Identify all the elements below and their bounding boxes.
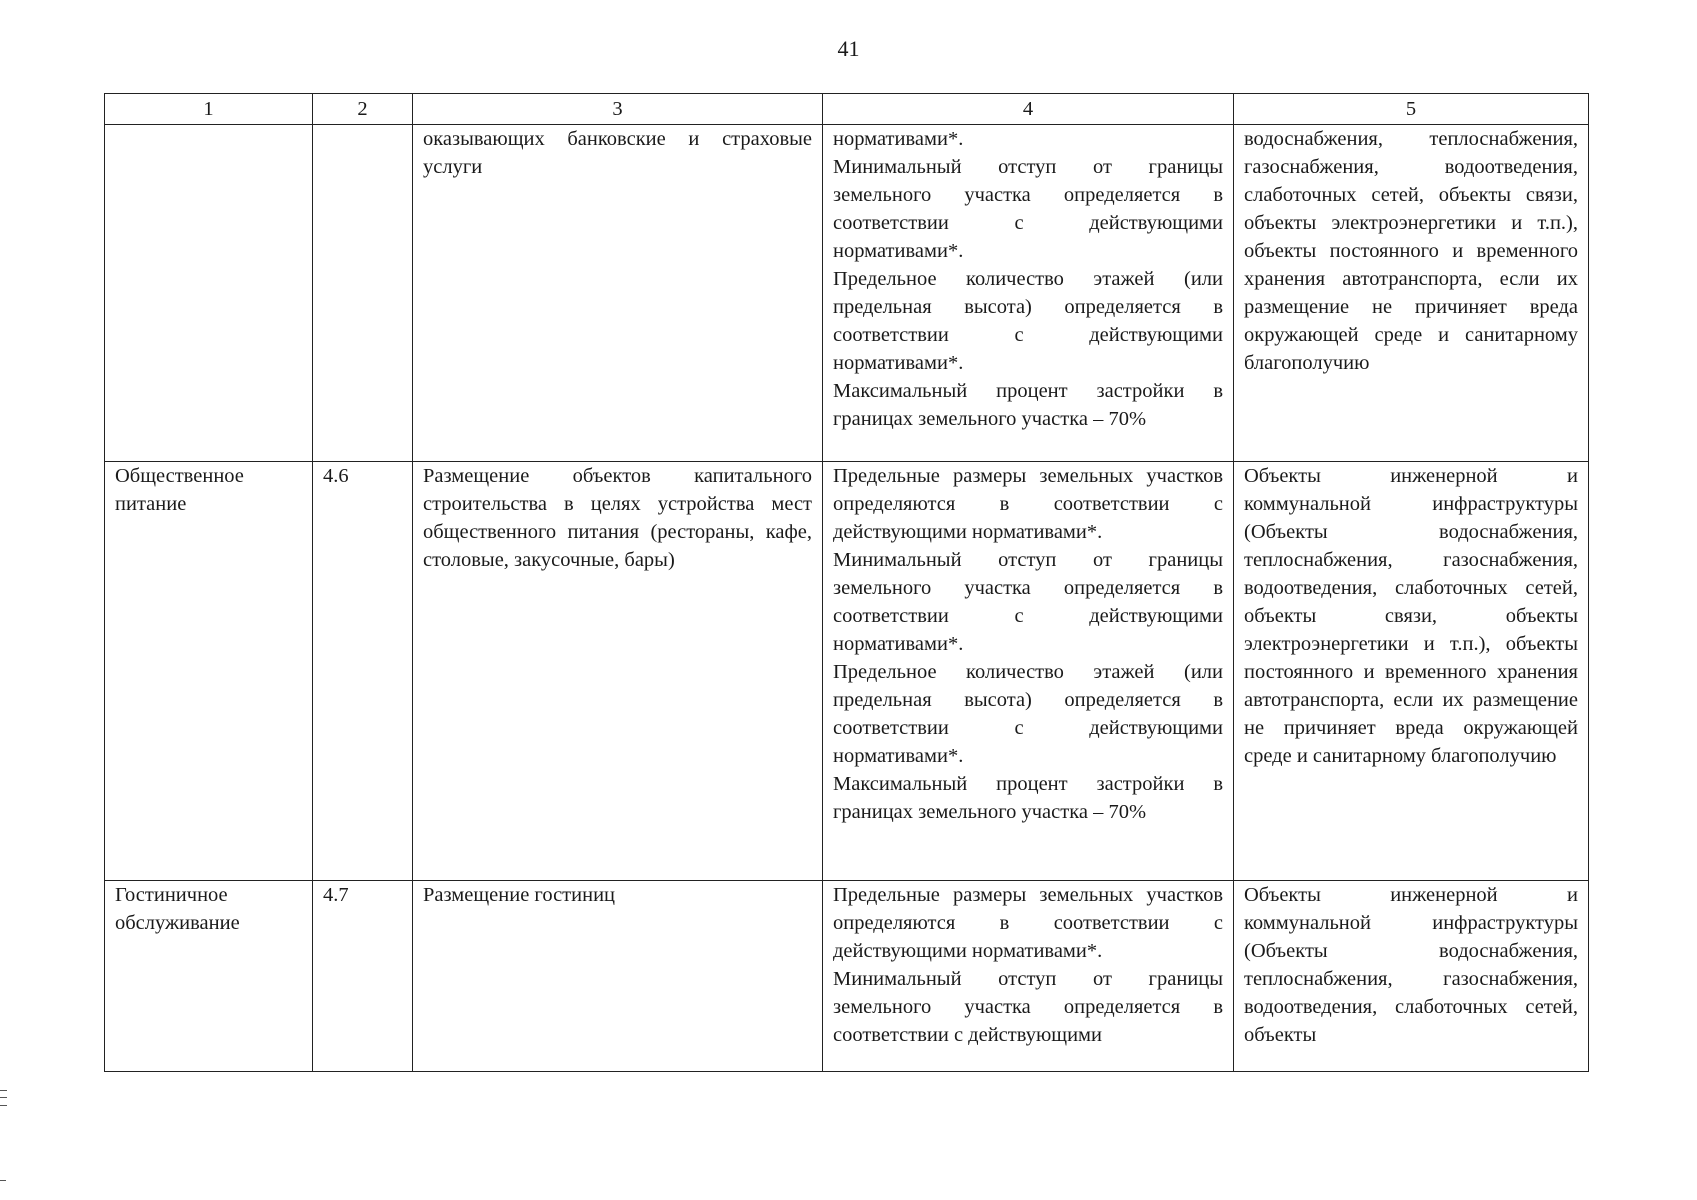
parameter-line: Минимальный отступ от границы земельного участка определяется в соответствии с действующими нормативами*. bbox=[833, 156, 1223, 262]
parameter-line: Минимальный отступ от границы земельного участка определяется в соответствии с действующими нормативами*. bbox=[833, 549, 1223, 655]
margin-tick bbox=[0, 1180, 6, 1181]
parameter-line: нормативами*. bbox=[833, 128, 964, 150]
header-col-1: 1 bbox=[105, 94, 313, 125]
page-number: 41 bbox=[837, 36, 860, 61]
header-col-3: 3 bbox=[413, 94, 823, 125]
cell-name: Гостиничное обслуживание bbox=[105, 881, 313, 1072]
cell-description: Размещение гостиниц bbox=[413, 881, 823, 1072]
parameter-line: Максимальный процент застройки в границах земельного участка – 70% bbox=[833, 773, 1223, 823]
cell-parameters bbox=[823, 462, 1234, 881]
cell-auxiliary: водоснабжения, теплоснабжения, газоснабжения, водоотведения, слаботочных сетей, объекты связи, объекты электроэнергетики и т.п.), объекты постоянного и временного хранения автотранспорта, если их размещение не причиняет вреда окружающей среде и санитарному благополучию bbox=[1234, 125, 1589, 462]
parameter-line: Предельное количество этажей (или предельная высота) определяется в соответствии с действующими нормативами*. bbox=[833, 661, 1223, 767]
parameter-line: Максимальный процент застройки в границах земельного участка – 70% bbox=[833, 380, 1223, 430]
cell-description: оказывающих банковские и страховые услуги bbox=[413, 125, 823, 462]
zoning-table bbox=[104, 93, 1589, 1072]
cell-code: 4.7 bbox=[313, 881, 413, 1072]
parameter-line: Предельное количество этажей (или предельная высота) определяется в соответствии с действующими нормативами*. bbox=[833, 268, 1223, 374]
table-row bbox=[105, 881, 1589, 1072]
header-col-4: 4 bbox=[823, 94, 1234, 125]
cell-parameters bbox=[823, 125, 1234, 462]
parameter-line: Предельные размеры земельных участков определяются в соответствии с действующими нормативами*. bbox=[833, 465, 1223, 543]
cell-description: Размещение объектов капитального строительства в целях устройства мест общественного питания (рестораны, кафе, столовые, закусочные, бары) bbox=[413, 462, 823, 881]
parameter-line: Минимальный отступ от границы земельного участка определяется в соответствии с действующими bbox=[833, 968, 1223, 1046]
cell-code: 4.6 bbox=[313, 462, 413, 881]
margin-mark bbox=[0, 1090, 7, 1106]
cell-code bbox=[313, 125, 413, 462]
cell-name bbox=[105, 125, 313, 462]
cell-auxiliary: Объекты инженерной и коммунальной инфраструктуры (Объекты водоснабжения, теплоснабжения, газоснабжения, водоотведения, слаботочных сетей, объекты bbox=[1234, 881, 1589, 1072]
header-row bbox=[105, 94, 1589, 125]
cell-parameters bbox=[823, 881, 1234, 1072]
table-row bbox=[105, 462, 1589, 881]
cell-name: Общественное питание bbox=[105, 462, 313, 881]
cell-auxiliary: Объекты инженерной и коммунальной инфраструктуры (Объекты водоснабжения, теплоснабжения, газоснабжения, водоотведения, слаботочных сетей, объекты связи, объекты электроэнергетики и т.п.), объекты постоянного и временного хранения автотранспорта, если их размещение не причиняет вреда окружающей среде и санитарному благополучию bbox=[1234, 462, 1589, 881]
table-row bbox=[105, 125, 1589, 462]
header-col-5: 5 bbox=[1234, 94, 1589, 125]
parameter-line: Предельные размеры земельных участков определяются в соответствии с действующими нормативами*. bbox=[833, 884, 1223, 962]
header-col-2: 2 bbox=[313, 94, 413, 125]
